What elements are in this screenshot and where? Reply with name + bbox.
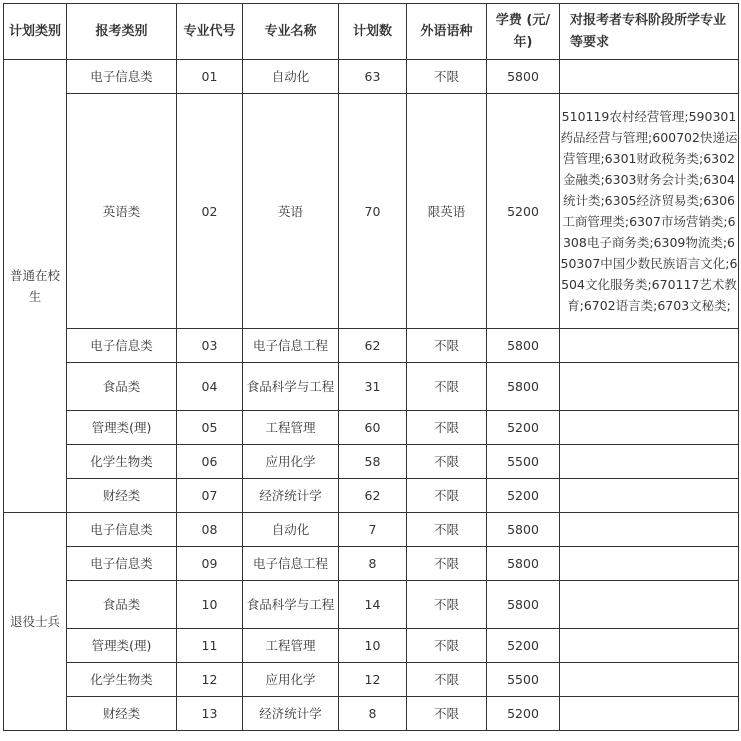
header-tuition: 学费 (元/年) (487, 4, 560, 60)
exam-category-cell: 管理类(理) (67, 629, 177, 663)
table-row (4, 329, 739, 363)
table-row (4, 513, 739, 547)
plan-count-cell: 60 (339, 411, 407, 445)
exam-category-cell: 管理类(理) (67, 411, 177, 445)
requirement-cell (560, 60, 739, 94)
exam-category-cell: 食品类 (67, 363, 177, 411)
exam-category-cell: 食品类 (67, 581, 177, 629)
table-row (4, 94, 739, 329)
tuition-cell: 5800 (487, 60, 560, 94)
tuition-cell: 5200 (487, 697, 560, 731)
table-row (4, 60, 739, 94)
tuition-cell: 5800 (487, 329, 560, 363)
requirement-cell (560, 581, 739, 629)
requirement-cell (560, 363, 739, 411)
major-name-cell: 经济统计学 (243, 479, 339, 513)
requirement-cell (560, 629, 739, 663)
header-plan-category: 计划类别 (4, 4, 67, 60)
major-code-cell: 11 (177, 629, 243, 663)
table-row (4, 547, 739, 581)
major-name-cell: 经济统计学 (243, 697, 339, 731)
major-name-cell: 工程管理 (243, 411, 339, 445)
foreign-language-cell: 不限 (407, 513, 487, 547)
exam-category-cell: 化学生物类 (67, 445, 177, 479)
tuition-cell: 5200 (487, 479, 560, 513)
requirement-cell (560, 547, 739, 581)
foreign-language-cell: 不限 (407, 411, 487, 445)
exam-category-cell: 电子信息类 (67, 547, 177, 581)
tuition-cell: 5800 (487, 547, 560, 581)
table-row (4, 363, 739, 411)
foreign-language-cell: 不限 (407, 329, 487, 363)
plan-count-cell: 58 (339, 445, 407, 479)
requirement-cell (560, 697, 739, 731)
exam-category-cell: 电子信息类 (67, 329, 177, 363)
plan-count-cell: 63 (339, 60, 407, 94)
header-foreign-language: 外语语种 (407, 4, 487, 60)
plan-count-cell: 12 (339, 663, 407, 697)
requirement-cell (560, 479, 739, 513)
major-name-cell: 自动化 (243, 60, 339, 94)
header-row (4, 4, 739, 60)
major-name-cell: 应用化学 (243, 445, 339, 479)
major-code-cell: 05 (177, 411, 243, 445)
header-exam-category: 报考类别 (67, 4, 177, 60)
header-major-code: 专业代号 (177, 4, 243, 60)
plan-category-cell: 普通在校生 (4, 60, 67, 513)
requirement-cell (560, 329, 739, 363)
tuition-cell: 5500 (487, 445, 560, 479)
plan-count-cell: 7 (339, 513, 407, 547)
foreign-language-cell: 不限 (407, 60, 487, 94)
exam-category-cell: 财经类 (67, 697, 177, 731)
plan-count-cell: 8 (339, 547, 407, 581)
enrollment-plan-table (3, 3, 739, 731)
requirement-cell (560, 663, 739, 697)
requirement-cell (560, 411, 739, 445)
header-requirement: 对报考者专科阶段所学专业等要求 (560, 4, 739, 60)
table-row (4, 479, 739, 513)
table-row (4, 697, 739, 731)
tuition-cell: 5200 (487, 94, 560, 329)
major-name-cell: 应用化学 (243, 663, 339, 697)
table-row (4, 581, 739, 629)
foreign-language-cell: 不限 (407, 629, 487, 663)
major-code-cell: 10 (177, 581, 243, 629)
tuition-cell: 5800 (487, 581, 560, 629)
tuition-cell: 5500 (487, 663, 560, 697)
exam-category-cell: 电子信息类 (67, 60, 177, 94)
tuition-cell: 5800 (487, 363, 560, 411)
table-row (4, 411, 739, 445)
header-plan-count: 计划数 (339, 4, 407, 60)
plan-category-cell: 退役士兵 (4, 513, 67, 731)
exam-category-cell: 财经类 (67, 479, 177, 513)
plan-count-cell: 70 (339, 94, 407, 329)
header-major-name: 专业名称 (243, 4, 339, 60)
plan-count-cell: 8 (339, 697, 407, 731)
major-code-cell: 02 (177, 94, 243, 329)
plan-count-cell: 31 (339, 363, 407, 411)
major-code-cell: 07 (177, 479, 243, 513)
foreign-language-cell: 不限 (407, 697, 487, 731)
major-name-cell: 工程管理 (243, 629, 339, 663)
major-name-cell: 食品科学与工程 (243, 581, 339, 629)
foreign-language-cell: 不限 (407, 363, 487, 411)
requirement-cell: 510119农村经营管理;590301药品经营与管理;600702快递运营管理;6301财政税务类;6302金融类;6303财务会计类;6304统计类;6305经济贸易类;6306工商管理类;6307市场营销类;6308电子商务类;6309物流类;650307中国少数民族语言文化;6504文化服务类;670117艺术教育;6702语言类;6703文秘类; (560, 94, 739, 329)
major-code-cell: 03 (177, 329, 243, 363)
major-name-cell: 食品科学与工程 (243, 363, 339, 411)
foreign-language-cell: 不限 (407, 581, 487, 629)
exam-category-cell: 化学生物类 (67, 663, 177, 697)
plan-count-cell: 62 (339, 479, 407, 513)
table-row (4, 629, 739, 663)
foreign-language-cell: 不限 (407, 547, 487, 581)
major-name-cell: 电子信息工程 (243, 547, 339, 581)
major-code-cell: 06 (177, 445, 243, 479)
plan-count-cell: 62 (339, 329, 407, 363)
major-code-cell: 01 (177, 60, 243, 94)
requirement-cell (560, 513, 739, 547)
major-code-cell: 09 (177, 547, 243, 581)
major-code-cell: 04 (177, 363, 243, 411)
exam-category-cell: 英语类 (67, 94, 177, 329)
major-name-cell: 英语 (243, 94, 339, 329)
requirement-cell (560, 445, 739, 479)
major-code-cell: 13 (177, 697, 243, 731)
exam-category-cell: 电子信息类 (67, 513, 177, 547)
tuition-cell: 5200 (487, 629, 560, 663)
tuition-cell: 5200 (487, 411, 560, 445)
major-name-cell: 电子信息工程 (243, 329, 339, 363)
table-row (4, 663, 739, 697)
foreign-language-cell: 限英语 (407, 94, 487, 329)
table-row (4, 445, 739, 479)
tuition-cell: 5800 (487, 513, 560, 547)
major-code-cell: 12 (177, 663, 243, 697)
major-code-cell: 08 (177, 513, 243, 547)
plan-count-cell: 14 (339, 581, 407, 629)
major-name-cell: 自动化 (243, 513, 339, 547)
foreign-language-cell: 不限 (407, 445, 487, 479)
plan-count-cell: 10 (339, 629, 407, 663)
foreign-language-cell: 不限 (407, 479, 487, 513)
foreign-language-cell: 不限 (407, 663, 487, 697)
